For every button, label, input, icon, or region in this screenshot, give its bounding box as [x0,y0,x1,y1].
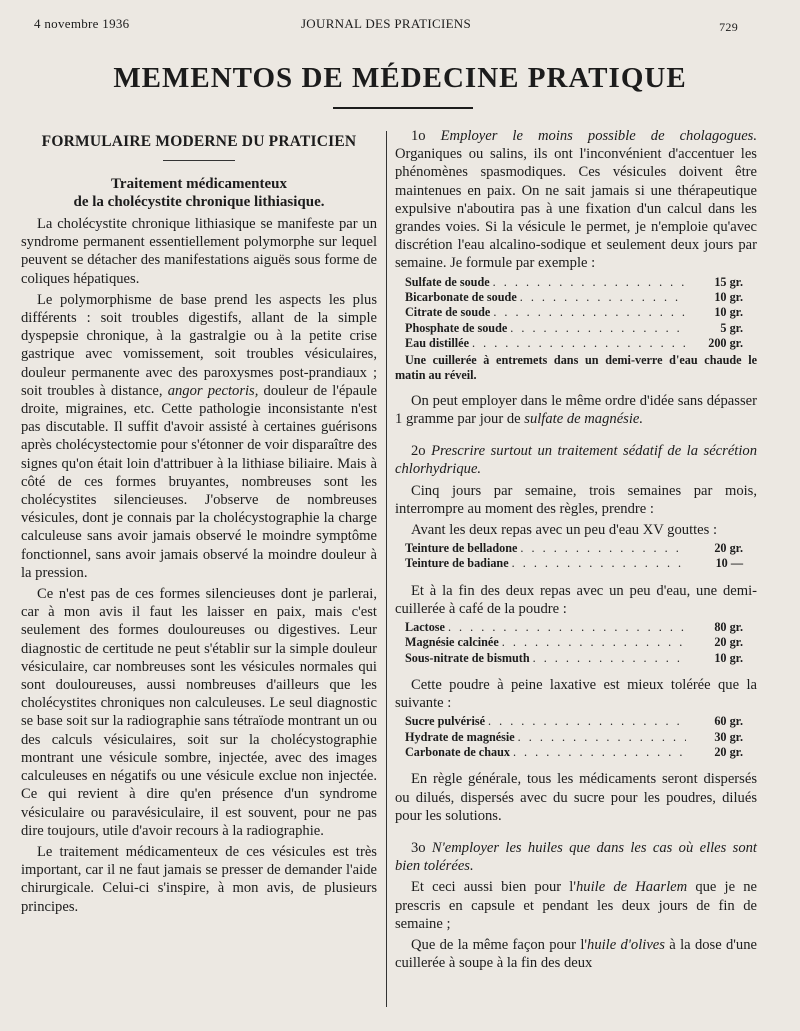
left-column [21,127,377,1011]
ingredient-qty: 20 gr. [714,635,743,650]
ingredient-qty: 10 gr. [714,289,743,304]
principle-2-paragraph-2: Avant les deux repas avec un peu d'eau XV gouttes : [411,521,718,538]
principle-2-paragraph-5: En règle générale, tous les médicaments seront dispersés ou dilués, dispersés avec du sucre pour les poudres, dilués pour les solutions. [395,771,757,824]
leader-dots [493,305,686,320]
principle-3-p1-emphasis: huile de Haarlem [576,879,688,896]
article-title-line2: de la cholécystite chronique lithiasique. [73,194,325,210]
principle-1-after-emphasis: sulfate de magnésie. [524,410,644,427]
principle-3-p2-b: à la dose d'une cuillerée à soupe à la fin des deux [395,936,758,972]
leader-dots [520,290,686,305]
recipe-line [405,714,757,729]
leader-dots [533,651,686,666]
spacer [395,668,757,676]
right-column [395,127,757,1011]
recipe-1-note: Une cuillerée à entremets dans un demi-verre d'eau chaude le matin au réveil. [395,353,757,383]
recipe-1 [405,275,757,351]
ingredient-qty: 10 gr. [714,650,743,665]
paragraph-2 [21,291,377,582]
article-title-line1: Traitement médicamenteux [111,176,287,192]
paragraph-2-part-b: douleur de l'épaule droite, migraines, etc. Cette pathologie inconsistante n'est pas discutable. Il suffit d'avoir assisté à certaines guérisons après cholécystectomie pour s'étonner de voir disparaître des signes qu'on était loin d'attribuer à la lithiase biliaire. Mais à côté de ces formes bruyantes, nombreuses sont les cholécystites silencieuses. J'observe de nombreuses vésicules, dont je connais par la cholécystographie la charge calculeuse sans avoir jamais observé le moindre symptôme fonctionnel, sans avoir jamais observé la moindre douleur à la pression. [21,382,377,581]
principle-2-paragraph-3: Et à la fin des deux repas avec un peu d'eau, une demi-cuillerée à café de la poudre : [395,582,757,617]
ingredient-name: Bicarbonate de soude [405,289,517,304]
spacer [395,825,757,839]
page-number: 729 [719,20,738,34]
issue-date: 4 novembre 1936 [34,16,130,31]
principle-2-paragraph-1: Cinq jours par semaine, trois semaines par mois, interrompre au moment des règles, prendre : [395,482,757,517]
recipe-3 [405,620,757,666]
principle-3 [395,839,757,875]
leader-dots [512,556,686,571]
ingredient-qty: 200 gr. [708,335,743,350]
principle-1-after [395,392,757,428]
principle-2 [395,442,757,478]
leader-dots [520,541,686,556]
ingredient-qty: 5 gr. [720,320,743,335]
leader-dots [488,714,686,729]
ingredient-qty: 30 gr. [714,729,743,744]
ingredient-name: Carbonate de chaux [405,745,510,760]
principle-1-text: Organiques ou salins, ils ont l'inconvénient d'accentuer les phénomènes spasmodiques. Ces vésicules doivent être maintenues en paix. On ne sait jamais si une thérapeutique expulsive n'aboutira pas à une fixation d'un calcul dans les grandes voies. Si la vésicule le permet, je n'emploie qu'avec discrétion l'eau alcalino-sodique et seulement deux jours par semaine. Je formule par exemple : [395,146,757,272]
leader-dots [510,321,686,336]
principle-1-after-text: On peut employer dans le même ordre d'idée sans dépasser 1 gramme par jour de [395,392,757,427]
section-title: FORMULAIRE MODERNE DU PRATICIEN [41,133,357,150]
recipe-line [405,290,757,305]
leader-dots [448,620,686,635]
leader-dots [502,635,686,650]
leader-dots [472,336,686,351]
principle-3-p1-b: que je ne prescris en capsule et pendant les deux jours de fin de semaine ; [395,879,758,932]
principle-2-paragraph-4: Cette poudre à peine laxative est mieux tolérée que la suivante : [395,677,757,712]
principle-3-paragraph-1 [395,878,757,933]
ingredient-name: Sulfate de soude [405,274,490,289]
principle-3-p1-a: Et ceci aussi bien pour l' [411,879,576,896]
ingredient-name: Teinture de badiane [405,556,509,571]
recipe-line [405,275,757,290]
ingredient-name: Lactose [405,620,445,635]
spacer [395,762,757,770]
spacer [395,384,757,392]
principle-1-number: 1o [411,128,441,144]
paragraph-2-emphasis: angor pectoris, [167,382,259,399]
ingredient-name: Teinture de belladone [405,541,518,556]
leader-dots [518,730,686,745]
ingredient-name: Phosphate de soude [405,320,508,335]
ingredient-name: Magnésie calcinée [405,635,499,650]
ingredient-name: Eau distillée [405,335,469,350]
journal-name: JOURNAL DES PRATICIENS [300,16,472,31]
principle-3-heading: N'employer les huiles que dans les cas où elles sont bien tolérées. [395,839,757,875]
spacer [395,574,757,582]
leader-dots [493,275,686,290]
spacer [395,428,757,442]
title-rule [333,107,473,109]
recipe-line [405,321,757,336]
ingredient-qty: 20 gr. [714,541,743,556]
leader-dots [513,745,686,760]
recipe-line [405,620,757,635]
recipe-line [405,336,757,351]
ingredient-qty: 80 gr. [714,620,743,635]
principle-3-p2-emphasis: huile d'olives [587,936,665,953]
article-title [21,175,377,211]
principle-3-number: 3o [411,839,432,856]
ingredient-name: Sucre pulvérisé [405,714,486,729]
section-rule [163,160,235,161]
recipe-4 [405,714,757,760]
paragraph-2-part-a: Le polymorphisme de base prend les aspects les plus différents : soit troubles digestifs, allant de la simple dyspepsie chronique, à la gastralgie ou à la petite crise gastrique avec vomissement, soit troubles vésiculaires, douleur permanente avec des paroxysmes post-prandiaux ; soit troubles à distance, [21,291,377,399]
ingredient-qty: 60 gr. [714,714,743,729]
principle-3-paragraph-2 [395,936,757,972]
ingredient-name: Sous-nitrate de bismuth [405,650,530,665]
principle-3-p2-a: Que de la même façon pour l' [411,936,588,953]
recipe-line [405,651,757,666]
recipe-line [405,745,757,760]
recipe-line [405,305,757,320]
recipe-line [405,730,757,745]
column-divider [386,131,387,1007]
ingredient-qty: 10 — [715,556,743,571]
recipe-line [405,635,757,650]
principle-1 [395,127,757,273]
paragraph-1: La cholécystite chronique lithiasique se manifeste par un syndrome permanent essentiellement polymorphe sur lequel peuvent se détacher des manifestations aiguës sous forme de coliques hépatiques. [21,216,377,287]
paragraph-3: Ce n'est pas de ces formes silencieuses dont je parlerai, car à mon avis il faut les laisser en paix, mais c'est seulement des formes douloureuses ou digestives. Leur diagnostic de certitude ne peut s'établir sur la simple douleur vésiculaire, car nombreuses sont les vésicules normales qui sont douloureuses, aussi nombreuses d'ailleurs que les cholécystites chroniques non calculeuses. Le seul diagnostic se base soit sur la radiographie sans tétraïode montrant un ou des calculs vésiculaires, soit sur la cholécystographie montrant une vésicule sombre, injectée, avec des images calculeuses en négatifs ou une vésicule exclue non injectée. Ce qui revient à dire qu'en présence d'un syndrome vésiculaire ou paravésiculaire, il est souvent, pour ne pas dire toujours, utile d'avoir recours à la radiographie. [21,586,377,839]
recipe-line [405,541,757,556]
ingredient-qty: 15 gr. [714,274,743,289]
ingredient-qty: 10 gr. [714,305,743,320]
principle-2-heading: Prescrire surtout un traitement sédatif de la sécrétion chlorhydrique. [395,443,758,478]
ingredient-qty: 20 gr. [714,745,743,760]
ingredient-name: Citrate de soude [405,305,491,320]
recipe-line [405,556,757,571]
paragraph-4: Le traitement médicamenteux de ces vésicules est très important, car il ne faut jamais se presser de demander l'aide chirurgicale. Celui-ci s'inspire, à mon avis, de plusieurs principes. [21,843,377,915]
principle-2-number: 2o [411,443,432,460]
principle-1-heading: Employer le moins possible de cholagogues. [440,128,757,144]
ingredient-name: Hydrate de magnésie [405,729,515,744]
page-title: MEMENTOS DE MÉDECINE PRATIQUE [113,62,687,94]
recipe-2 [405,541,757,572]
